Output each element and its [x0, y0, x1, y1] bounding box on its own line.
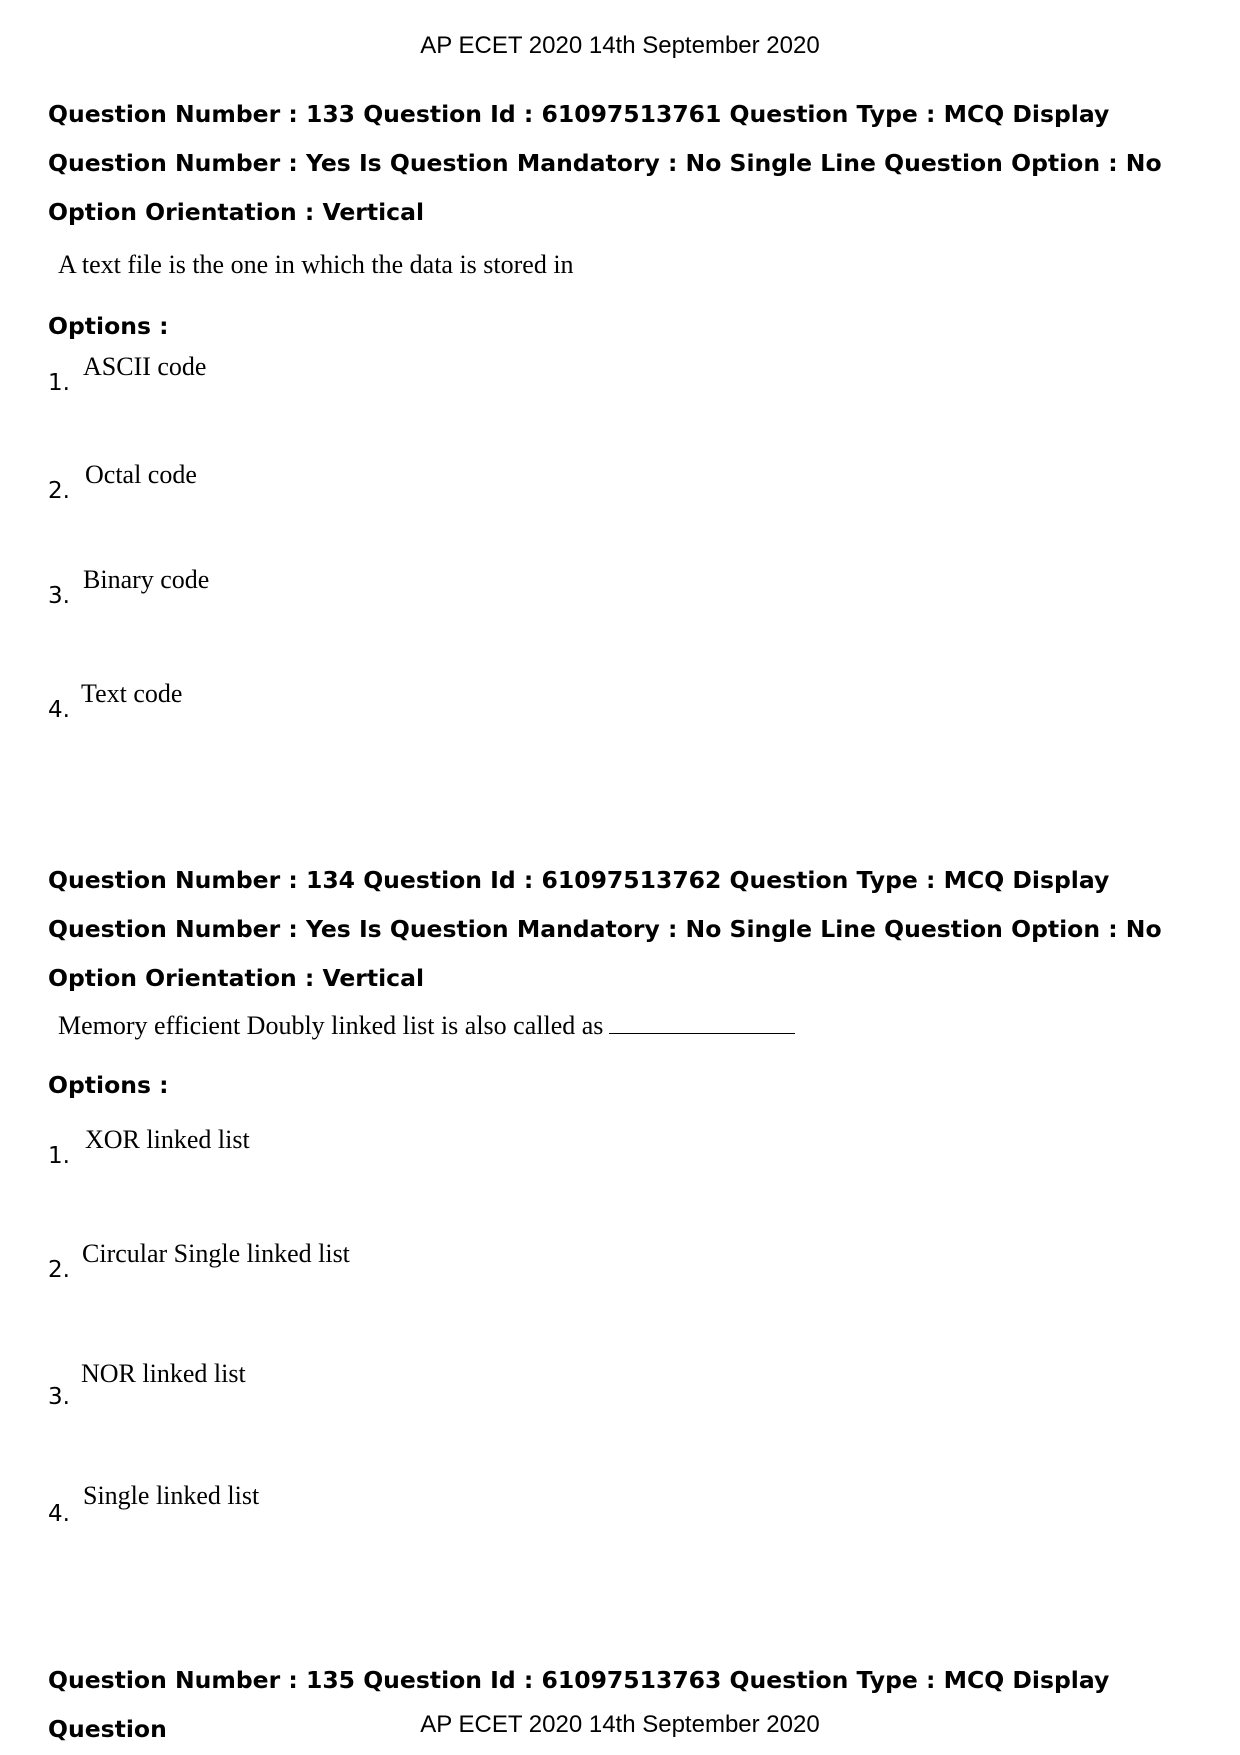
- options-label: Options :: [48, 312, 169, 340]
- answer-blank: [609, 1009, 795, 1034]
- page-footer: AP ECET 2020 14th September 2020: [420, 1711, 820, 1738]
- option-number: 3.: [48, 583, 70, 609]
- question-stem: [58, 1009, 795, 1041]
- option-number: 2.: [48, 478, 70, 504]
- question-stem-text: Memory efficient Doubly linked list is also called as: [58, 1011, 604, 1040]
- option-text: NOR linked list: [81, 1359, 246, 1388]
- options-label: Options :: [48, 1071, 169, 1099]
- question-meta: Question Number : 134 Question Id : 61097513762 Question Type : MCQ Display Question Number : Yes Is Question Mandatory : No Single Line Question Option : No Option Orientation : Vertical: [48, 866, 1162, 992]
- option-text: Text code: [81, 679, 183, 708]
- option-text: Octal code: [85, 460, 197, 489]
- question-meta: Question Number : 135 Question Id : 61097513763 Question Type : MCQ Display Question: [48, 1666, 1110, 1743]
- option-number: 4.: [48, 697, 70, 723]
- question-stem: A text file is the one in which the data is stored in: [58, 250, 574, 279]
- option-number: 4.: [48, 1501, 70, 1527]
- option-number: 3.: [48, 1384, 70, 1410]
- option-number: 1.: [48, 370, 70, 396]
- option-number: 2.: [48, 1257, 70, 1283]
- option-text: Circular Single linked list: [82, 1239, 350, 1268]
- question-meta: Question Number : 133 Question Id : 61097513761 Question Type : MCQ Display Question Number : Yes Is Question Mandatory : No Single Line Question Option : No Option Orientation : Vertical: [48, 100, 1162, 226]
- option-text: XOR linked list: [85, 1125, 250, 1154]
- page-header: AP ECET 2020 14th September 2020: [420, 32, 820, 59]
- option-text: ASCII code: [83, 352, 207, 381]
- option-text: Binary code: [83, 565, 210, 594]
- option-number: 1.: [48, 1143, 70, 1169]
- option-text: Single linked list: [83, 1481, 260, 1510]
